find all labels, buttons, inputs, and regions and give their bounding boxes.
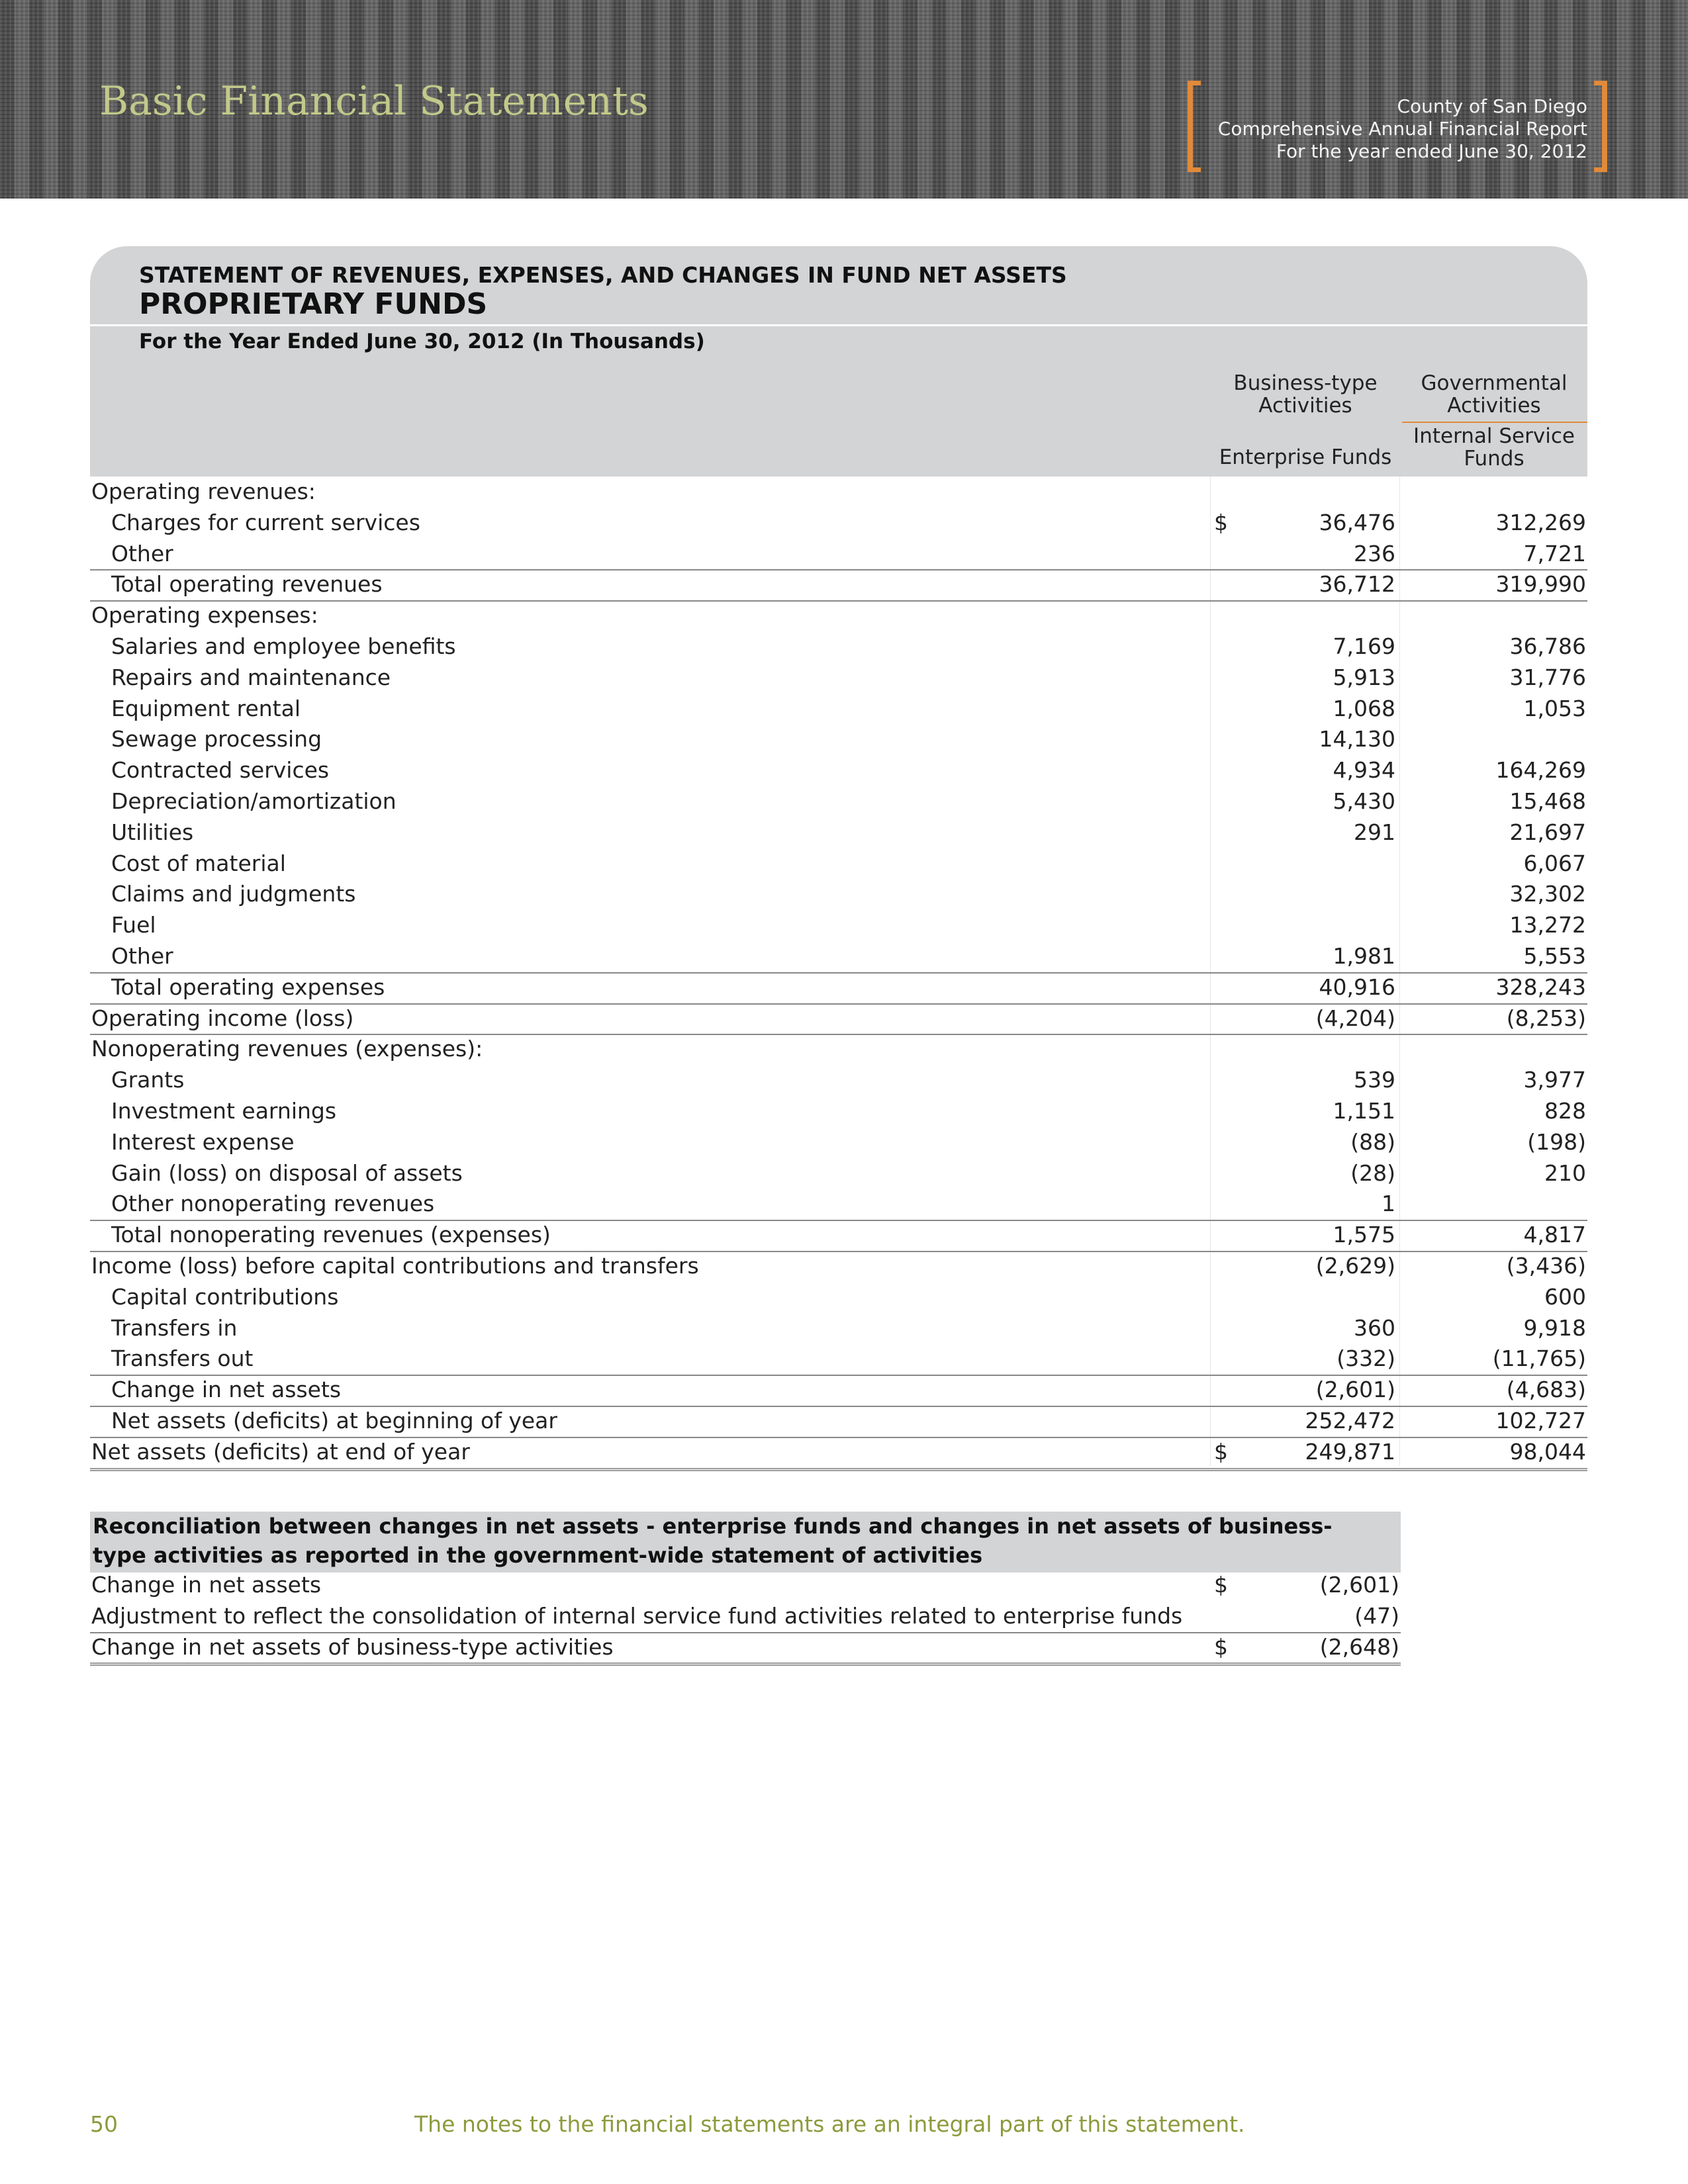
table-row — [90, 786, 1587, 817]
row-enterprise-value: 5,913 — [1333, 664, 1395, 690]
row-label: Repairs and maintenance — [111, 664, 391, 690]
row-internal-service-value: 15,468 — [1509, 788, 1586, 814]
row-label: Change in net assets of business-type activities — [91, 1633, 614, 1660]
statement-heading — [90, 246, 1587, 477]
row-enterprise-value: (28) — [1350, 1160, 1395, 1186]
row-internal-service-value: 98,044 — [1509, 1438, 1586, 1465]
row-internal-service-value: 31,776 — [1509, 664, 1586, 690]
row-internal-service-value: 5,553 — [1523, 942, 1586, 969]
row-internal-service-value: 600 — [1544, 1283, 1586, 1310]
row-enterprise-value: (332) — [1336, 1345, 1395, 1372]
statement-subtitle: For the Year Ended June 30, 2012 (In Thousands) — [139, 330, 705, 353]
row-label: Income (loss) before capital contributions and transfers — [91, 1252, 699, 1279]
heading-divider — [90, 324, 1587, 326]
reconciliation-row — [90, 1632, 1401, 1663]
row-enterprise-value: (4,204) — [1315, 1005, 1395, 1031]
table-row — [90, 569, 1587, 600]
row-internal-service-value: 13,272 — [1509, 912, 1586, 938]
row-currency: $ — [1214, 1633, 1228, 1660]
page-number: 50 — [90, 2111, 118, 2137]
row-enterprise-value: 252,472 — [1305, 1407, 1395, 1433]
table-row — [90, 631, 1587, 662]
row-value: (2,601) — [1319, 1572, 1399, 1598]
table-row — [90, 539, 1587, 570]
row-currency: $ — [1214, 1438, 1228, 1465]
row-label: Contracted services — [111, 757, 330, 784]
table-row — [90, 848, 1587, 880]
row-internal-service-value: (3,436) — [1506, 1252, 1586, 1279]
reconciliation-row — [90, 1570, 1401, 1601]
table-row — [90, 1437, 1587, 1468]
row-internal-service-value: 7,721 — [1523, 540, 1586, 567]
row-internal-service-value: 36,786 — [1509, 633, 1586, 659]
table-row — [90, 1096, 1587, 1127]
report-name: Comprehensive Annual Financial Report — [1217, 118, 1587, 140]
row-label: Net assets (deficits) at end of year — [91, 1438, 470, 1465]
row-enterprise-value: (88) — [1350, 1128, 1395, 1155]
row-label: Depreciation/amortization — [111, 788, 397, 814]
row-label: Claims and judgments — [111, 881, 356, 907]
table-row — [90, 879, 1587, 910]
table-row — [90, 1282, 1587, 1313]
row-enterprise-value: 291 — [1354, 819, 1395, 845]
table-row — [90, 941, 1587, 972]
row-label: Fuel — [111, 912, 156, 938]
row-internal-service-value: (198) — [1527, 1128, 1586, 1155]
table-row — [90, 1065, 1587, 1096]
row-internal-service-value: 4,817 — [1523, 1222, 1586, 1248]
row-label: Equipment rental — [111, 695, 301, 721]
table-row — [90, 662, 1587, 694]
row-label: Gain (loss) on disposal of assets — [111, 1160, 463, 1186]
table-row — [90, 1003, 1587, 1034]
col-business-type-header: Business-type Activities — [1233, 371, 1378, 418]
row-label: Total nonoperating revenues (expenses) — [111, 1222, 551, 1248]
header-banner — [0, 0, 1688, 199]
table-row — [90, 1406, 1587, 1437]
statement-double-underline — [90, 1468, 1587, 1471]
report-meta — [1218, 95, 1587, 163]
table-row — [90, 1034, 1587, 1065]
table-row — [90, 1220, 1587, 1251]
reconciliation-row — [90, 1601, 1401, 1632]
row-enterprise-value: 1,151 — [1333, 1097, 1395, 1124]
row-internal-service-value: 3,977 — [1523, 1067, 1586, 1093]
row-internal-service-value: (8,253) — [1506, 1005, 1586, 1031]
report-period: For the year ended June 30, 2012 — [1276, 140, 1587, 162]
row-label: Other — [111, 942, 173, 969]
row-internal-service-value: 164,269 — [1495, 757, 1586, 784]
statement-title: STATEMENT OF REVENUES, EXPENSES, AND CHANGES IN FUND NET ASSETS — [139, 262, 1067, 288]
table-row — [90, 1189, 1587, 1220]
row-currency: $ — [1214, 1572, 1228, 1598]
row-enterprise-value: 1,575 — [1333, 1222, 1395, 1248]
row-label: Grants — [111, 1067, 185, 1093]
row-internal-service-value: 328,243 — [1495, 974, 1586, 1000]
row-enterprise-value: 249,871 — [1305, 1438, 1395, 1465]
reconciliation-double-underline — [90, 1662, 1401, 1666]
row-enterprise-value: (2,629) — [1315, 1252, 1395, 1279]
table-row — [90, 1343, 1587, 1375]
row-label: Net assets (deficits) at beginning of year — [111, 1407, 557, 1433]
row-label: Change in net assets — [91, 1572, 322, 1598]
row-enterprise-value: (2,601) — [1315, 1377, 1395, 1403]
row-label: Operating income (loss) — [91, 1005, 354, 1031]
row-enterprise-value: 236 — [1354, 540, 1395, 567]
table-row — [90, 508, 1587, 539]
row-label: Operating revenues: — [91, 478, 316, 504]
statement-fund-type: PROPRIETARY FUNDS — [139, 287, 488, 321]
table-row — [90, 1251, 1587, 1282]
row-enterprise-value: 5,430 — [1333, 788, 1395, 814]
row-label: Nonoperating revenues (expenses): — [91, 1036, 483, 1062]
statement-table — [90, 477, 1587, 1468]
table-row — [90, 755, 1587, 786]
row-label: Investment earnings — [111, 1097, 337, 1124]
row-label: Adjustment to reflect the consolidation of internal service fund activities related to enterprise funds — [91, 1602, 1183, 1629]
reconciliation-table — [90, 1570, 1401, 1662]
section-title: Basic Financial Statements — [99, 78, 649, 124]
row-label: Operating expenses: — [91, 602, 318, 629]
governmental-underline — [1402, 422, 1587, 423]
row-internal-service-value: 102,727 — [1495, 1407, 1586, 1433]
table-row — [90, 694, 1587, 725]
row-value: (2,648) — [1319, 1633, 1399, 1660]
report-entity: County of San Diego — [1397, 95, 1587, 117]
row-enterprise-value: 36,476 — [1319, 509, 1395, 535]
row-label: Total operating revenues — [111, 571, 383, 598]
table-row — [90, 910, 1587, 941]
row-enterprise-value: 1 — [1382, 1191, 1395, 1217]
row-internal-service-value: 312,269 — [1495, 509, 1586, 535]
row-enterprise-value: 1,068 — [1333, 695, 1395, 721]
table-row — [90, 1158, 1587, 1189]
row-label: Sewage processing — [111, 726, 322, 752]
row-internal-service-value: 210 — [1544, 1160, 1586, 1186]
row-label: Change in net assets — [111, 1377, 342, 1403]
row-label: Salaries and employee benefits — [111, 633, 456, 659]
row-label: Capital contributions — [111, 1283, 339, 1310]
left-bracket-icon — [1188, 81, 1201, 172]
table-row — [90, 724, 1587, 755]
col-enterprise-funds-header: Enterprise Funds — [1219, 445, 1392, 469]
row-label: Charges for current services — [111, 509, 420, 535]
row-label: Transfers in — [111, 1314, 238, 1341]
table-row — [90, 1313, 1587, 1344]
row-enterprise-value: 539 — [1354, 1067, 1395, 1093]
row-label: Cost of material — [111, 850, 286, 876]
row-enterprise-value: 4,934 — [1333, 757, 1395, 784]
row-enterprise-value: 7,169 — [1333, 633, 1395, 659]
row-enterprise-value: 1,981 — [1333, 942, 1395, 969]
row-label: Transfers out — [111, 1345, 254, 1372]
row-internal-service-value: 1,053 — [1523, 695, 1586, 721]
row-label: Other nonoperating revenues — [111, 1191, 435, 1217]
col-governmental-header: Governmental Activities — [1421, 371, 1568, 418]
row-currency: $ — [1214, 509, 1228, 535]
col-internal-service-header: Internal Service Funds — [1413, 424, 1575, 471]
row-internal-service-value: 6,067 — [1523, 850, 1586, 876]
table-row — [90, 477, 1587, 508]
row-label: Interest expense — [111, 1128, 295, 1155]
table-row — [90, 1127, 1587, 1158]
row-value: (47) — [1354, 1602, 1399, 1629]
row-label: Total operating expenses — [111, 974, 385, 1000]
row-internal-service-value: 32,302 — [1509, 881, 1586, 907]
row-label: Utilities — [111, 819, 194, 845]
row-enterprise-value: 36,712 — [1319, 571, 1395, 598]
row-internal-service-value: 828 — [1544, 1097, 1586, 1124]
row-internal-service-value: (11,765) — [1492, 1345, 1586, 1372]
row-enterprise-value: 360 — [1354, 1314, 1395, 1341]
reconciliation-heading: Reconciliation between changes in net assets - enterprise funds and changes in net assets of business- type activities as reported in the government-wide statement of activities — [90, 1512, 1401, 1572]
row-internal-service-value: 9,918 — [1523, 1314, 1586, 1341]
right-bracket-icon — [1594, 81, 1607, 172]
table-row — [90, 600, 1587, 631]
table-row — [90, 817, 1587, 848]
row-enterprise-value: 40,916 — [1319, 974, 1395, 1000]
row-internal-service-value: (4,683) — [1506, 1377, 1586, 1403]
row-internal-service-value: 21,697 — [1509, 819, 1586, 845]
table-row — [90, 972, 1587, 1003]
footer-note: The notes to the financial statements are an integral part of this statement. — [414, 2111, 1245, 2137]
row-enterprise-value: 14,130 — [1319, 726, 1395, 752]
row-label: Other — [111, 540, 173, 567]
row-internal-service-value: 319,990 — [1495, 571, 1586, 598]
table-row — [90, 1375, 1587, 1406]
